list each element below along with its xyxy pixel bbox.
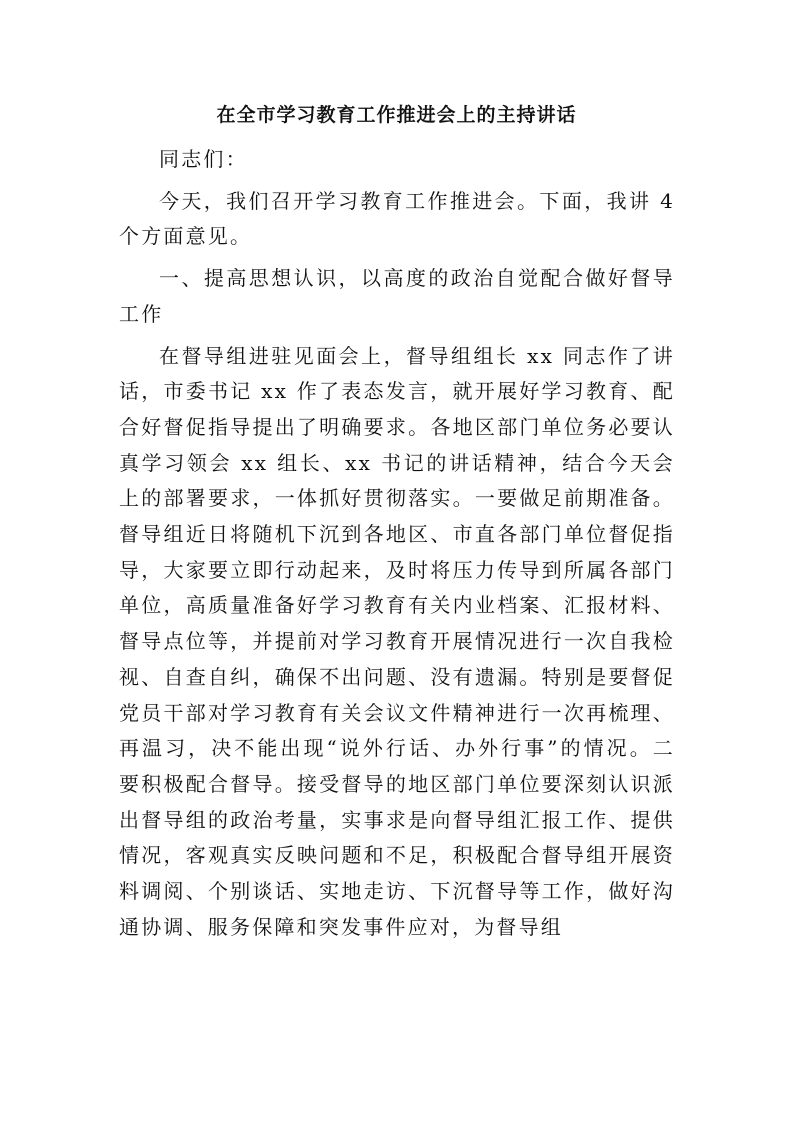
section-heading-1: 一、提高思想认识，以高度的政治自觉配合做好督导工作 xyxy=(119,266,675,326)
document-title: 在全市学习教育工作推进会上的主持讲话 xyxy=(216,104,577,126)
salutation: 同志们： xyxy=(159,147,248,171)
paragraph-body: 在督导组进驻见面会上，督导组组长 xx 同志作了讲话，市委书记 xx 作了表态发言，就开展好学习教育、配合好督促指导提出了明确要求。各地区部门单位务必要认真学习领会 xx 组长、xx 书记的讲话精神，结合今天会上的部署要求，一体抓好贯彻落实。一要做足前期准备。督导组近日将随机下沉到各地区、市直各部门单位督促指导，大家要立即行动起来，及时将压力传导到所属各部门单位，高质量准备好学习教育有关内业档案、汇报材料、督导点位等，并提前对学习教育开展情况进行一次自我检视、自查自纠，确保不出问题、没有遗漏。特别是要督促党员干部对学习教育有关会议文件精神进行一次再梳理、再温习，决不能出现“说外行话、办外行事”的情况。二要积极配合督导。接受督导的地区部门单位要深刻认识派出督导组的政治考量，实事求是向督导组汇报工作、提供情况，客观真实反映问题和不足，积极配合督导组开展资料调阅、个别谈话、实地走访、下沉督导等工作，做好沟通协调、服务保障和突发事件应对，为督导组 xyxy=(119,343,675,939)
paragraph-intro: 今天，我们召开学习教育工作推进会。下面，我讲 4 个方面意见。 xyxy=(119,188,675,249)
document-body xyxy=(119,142,675,945)
